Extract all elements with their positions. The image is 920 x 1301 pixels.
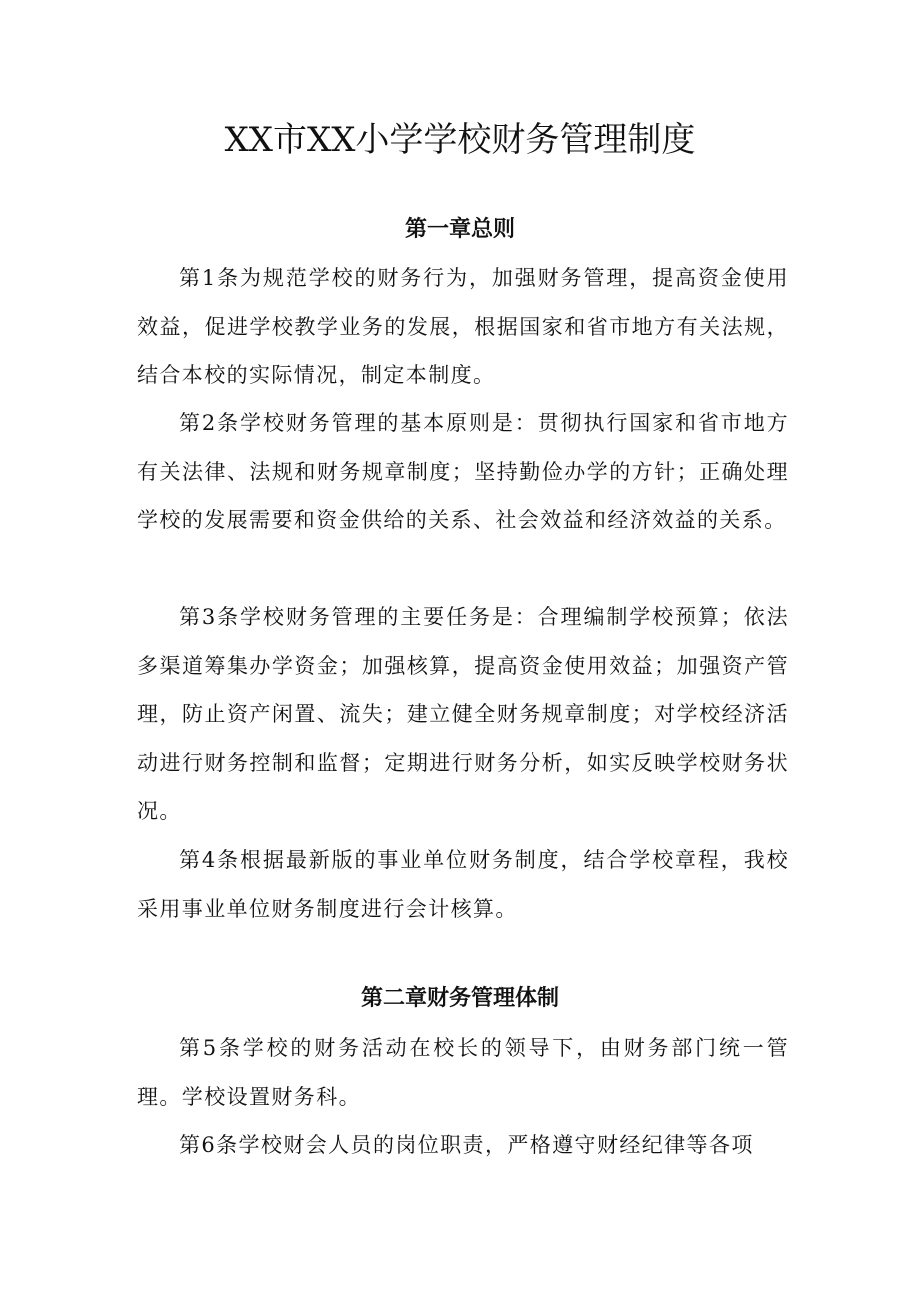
article-paragraph: 第5条学校的财务活动在校长的领导下，由财务部门统一管理。学校设置财务科。 — [137, 1036, 789, 1109]
article-paragraph: 第6条学校财会人员的岗位职责，严格遵守财经纪律等各项 — [179, 1133, 754, 1157]
article-paragraph: 第4条根据最新版的事业单位财务制度，结合学校章程，我校采用事业单位财务制度进行会计核算。 — [137, 848, 789, 921]
chapter-heading: 第二章财务管理体制 — [360, 986, 559, 1011]
article-paragraph: 第1条为规范学校的财务行为，加强财务管理，提高资金使用效益，促进学校教学业务的发展，根据国家和省市地方有关法规，结合本校的实际情况，制定本制度。 — [137, 266, 789, 388]
document-title: XX市XX小学学校财务管理制度 — [224, 120, 696, 160]
article-paragraph: 第3条学校财务管理的主要任务是：合理编制学校预算；依法多渠道筹集办学资金；加强核算，提高资金使用效益；加强资产管理，防止资产闲置、流失；建立健全财务规章制度；对学校经济活动进行财务控制和监督；定期进行财务分析，如实反映学校财务状况。 — [137, 605, 789, 824]
article-paragraph: 第2条学校财务管理的基本原则是：贯彻执行国家和省市地方有关法律、法规和财务规章制度；坚持勤俭办学的方针；正确处理学校的发展需要和资金供给的关系、社会效益和经济效益的关系。 — [137, 411, 789, 533]
chapter-heading: 第一章总则 — [404, 217, 515, 242]
